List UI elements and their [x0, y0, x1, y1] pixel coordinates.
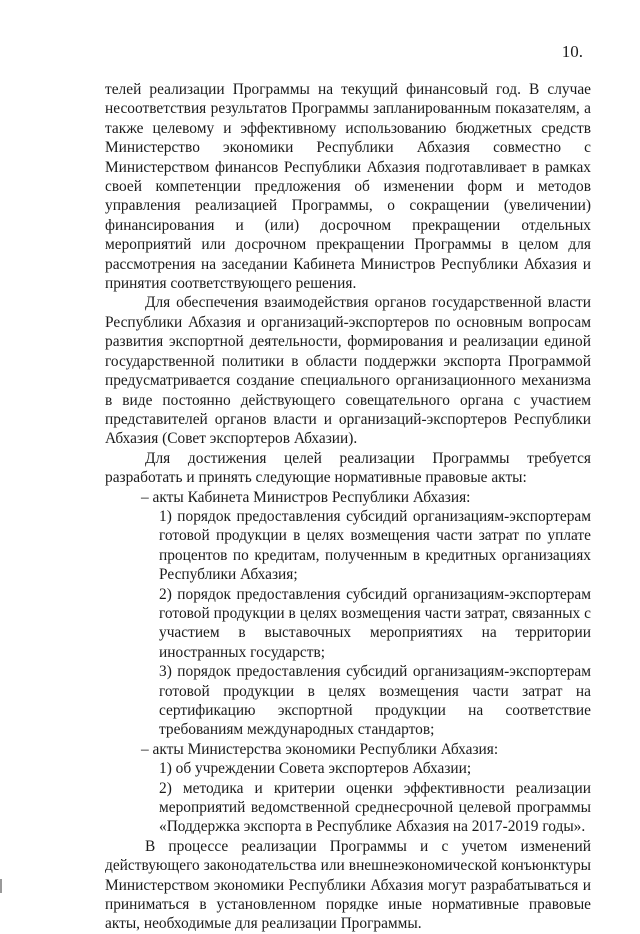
paragraph-programme-adjustment: телей реализации Программы на текущий финансовый год. В случае несоответствия результатов Программы запланированным показателям, а также целевому и эффективному использованию бюджетных средств Министерство экономики Республики Абхазия совместно с Министерством финансов Республики Абхазия подготавливает в рамках своей компетенции предложения об изменении форм и методов управления реализацией Программы, о сокращении (увеличении) финансирования и (или) досрочном прекращении отдельных мероприятий или досрочном прекращении Программы в целом для рассмотрения на заседании Кабинета Министров Республики Абхазия и принятия соответствующего решения.: [105, 81, 591, 293]
paragraph-legal-acts-intro: Для достижения целей реализации Программы требуется разработать и принять следующие нормативные правовые акты:: [105, 449, 591, 487]
cabinet-act-item: 3) порядок предоставления субсидий организациям-экспортерам готовой продукции в целях возмещения части затрат на сертификацию экспортной продукции на соответствие требованиям международных стандартов;: [159, 663, 591, 739]
ministry-act-item: 1) об учреждении Совета экспортеров Абхазии;: [159, 760, 472, 778]
paragraph-other-legal-acts: В процессе реализации Программы и с учетом изменений действующего законодательства или внешнеэкономической конъюнктуры Министерством экономики Республики Абхазия могут разрабатываться и приниматься в установленном порядке иные нормативные правовые акты, необходимые для реализации Программы.: [105, 837, 591, 933]
ministry-acts-heading: – акты Министерства экономики Республики Абхазия:: [141, 740, 499, 758]
ministry-act-item: 2) методика и критерии оценки эффективности реализации мероприятий ведомственной среднесрочной целевой программы «Поддержка экспорта в Республике Абхазия на 2017-2019 годы».: [159, 779, 591, 836]
scan-edge-mark: [0, 879, 8, 893]
cabinet-act-item: 1) порядок предоставления субсидий организациям-экспортерам готовой продукции в целях возмещения части затрат по уплате процентов по кредитам, полученным в кредитных организациях Республики Абхазия;: [159, 507, 591, 584]
cabinet-acts-heading: – акты Кабинета Министров Республики Абхазия:: [141, 488, 471, 506]
paragraph-exporters-council: Для обеспечения взаимодействия органов государственной власти Республики Абхазия и организаций-экспортеров по основным вопросам развития экспортной деятельности, формирования и реализации единой государственной политики в области поддержки экспорта Программой предусматривается создание специального организационного механизма в виде постоянно действующего совещательного органа с участием представителей органов власти и организаций-экспортеров Республики Абхазия (Совет экспортеров Абхазии).: [105, 294, 591, 448]
document-body: [105, 80, 591, 934]
page-number: 10.: [561, 42, 583, 61]
cabinet-act-item: 2) порядок предоставления субсидий организациям-экспортерам готовой продукции в целях возмещения части затрат, связанных с участием в выставочных мероприятиях на территории иностранных государств;: [159, 585, 591, 661]
